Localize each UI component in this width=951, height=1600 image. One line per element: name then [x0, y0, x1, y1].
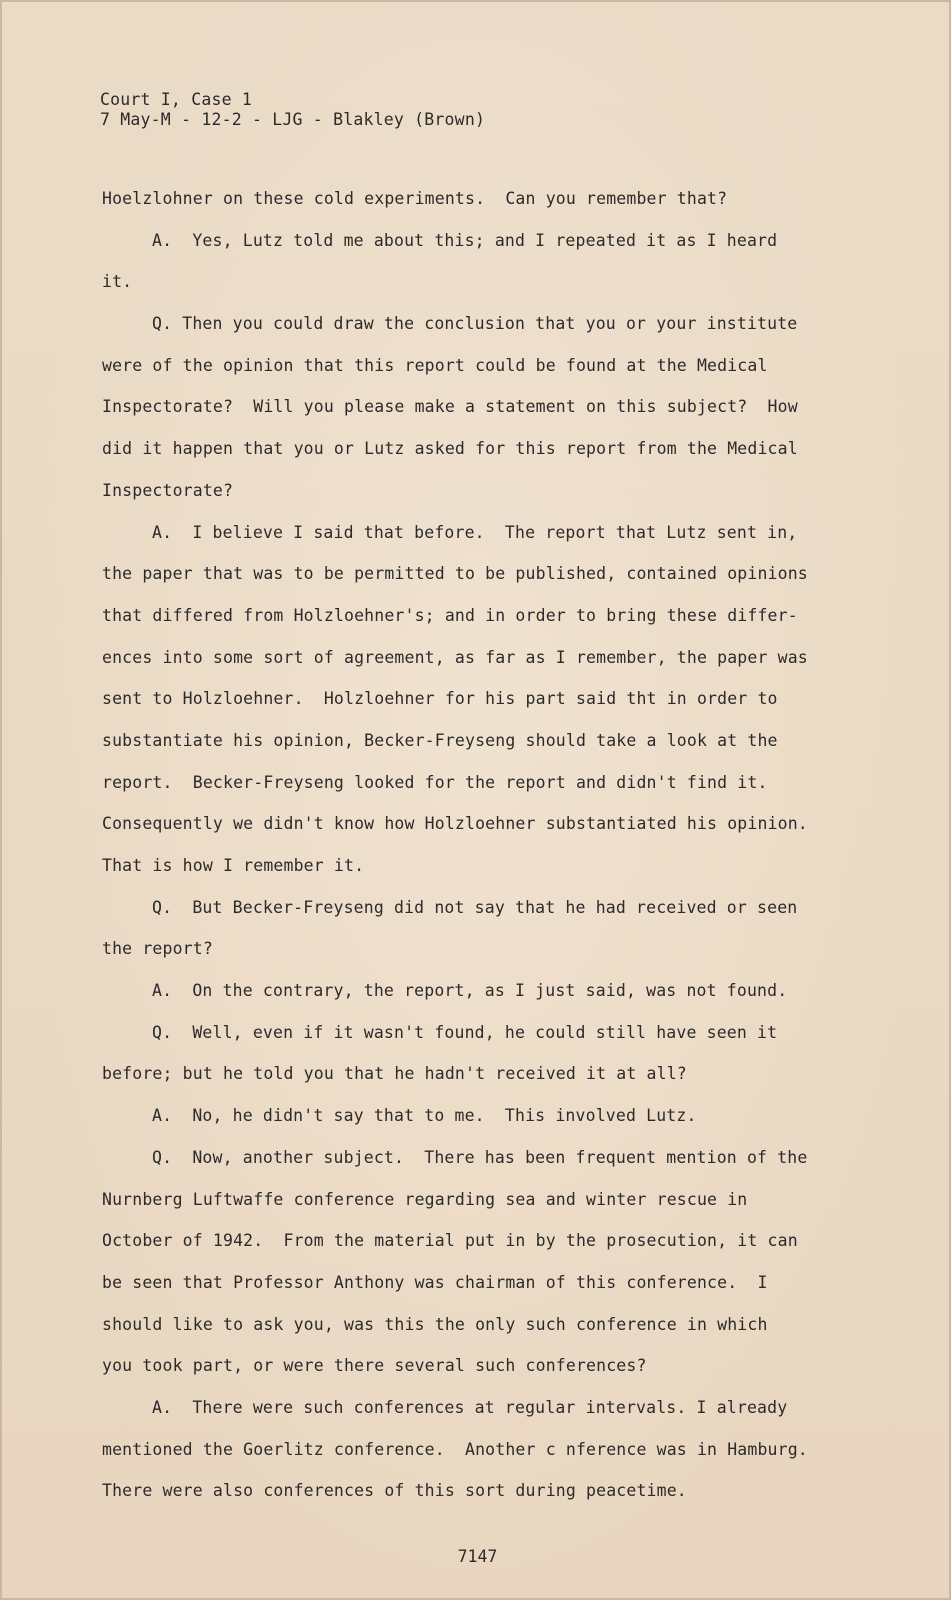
transcript-line: A. I believe I said that before. The report that Lutz sent in, — [152, 522, 798, 542]
transcript-line: That is how I remember it. — [102, 856, 365, 875]
transcript-line: ences into some sort of agreement, as far as I remember, the paper was — [102, 647, 808, 667]
transcript-line: be seen that Professor Anthony was chairman of this conference. I — [102, 1272, 768, 1292]
document-header — [100, 90, 485, 130]
transcript-line: Inspectorate? — [102, 480, 234, 500]
page-number: 7147 — [457, 1547, 498, 1566]
transcript-line: the paper that was to be permitted to be published, contained opinions — [102, 564, 808, 584]
transcript-line: A. There were such conferences at regular intervals. I already — [152, 1397, 788, 1417]
transcript-body — [102, 189, 842, 1523]
transcript-line: before; but he told you that he hadn't received it at all? — [102, 1064, 687, 1084]
session-reference-line: 7 May-M - 12-2 - LJG - Blakley (Brown) — [100, 110, 486, 129]
transcript-line: it. — [102, 272, 133, 292]
transcript-line: Inspectorate? Will you please make a statement on this subject? How — [102, 397, 798, 417]
transcript-line: sent to Holzloehner. Holzloehner for his part said tht in order to — [102, 689, 778, 709]
transcript-line: did it happen that you or Lutz asked for this report from the Medical — [102, 439, 798, 459]
transcript-line: October of 1942. From the material put in by the prosecution, it can — [102, 1231, 798, 1251]
transcript-line: A. Yes, Lutz told me about this; and I repeated it as I heard — [152, 230, 778, 250]
transcript-line: Q. But Becker-Freyseng did not say that he had received or seen — [152, 897, 798, 917]
transcript-line: you took part, or were there several such conferences? — [102, 1356, 647, 1376]
transcript-line: should like to ask you, was this the only such conference in which — [102, 1314, 768, 1334]
transcript-line: Q. Now, another subject. There has been frequent mention of the — [152, 1147, 808, 1167]
transcript-line: Q. Then you could draw the conclusion that you or your institute — [152, 314, 798, 334]
transcript-line: substantiate his opinion, Becker-Freyseng should take a look at the — [102, 730, 778, 750]
court-case-line: Court I, Case 1 — [100, 90, 253, 109]
transcript-line: Nurnberg Luftwaffe conference regarding sea and winter rescue in — [102, 1189, 748, 1209]
transcript-line: Consequently we didn't know how Holzloehner substantiated his opinion. — [102, 814, 808, 834]
transcript-line: were of the opinion that this report could be found at the Medical — [102, 355, 768, 375]
transcript-line: Q. Well, even if it wasn't found, he could still have seen it — [152, 1022, 778, 1042]
transcript-line: the report? — [102, 939, 213, 959]
transcript-line: mentioned the Goerlitz conference. Another c nference was in Hamburg. — [102, 1439, 808, 1459]
transcript-line: A. No, he didn't say that to me. This involved Lutz. — [152, 1106, 697, 1126]
transcript-line: There were also conferences of this sort during peacetime. — [102, 1481, 687, 1501]
transcript-line: Hoelzlohner on these cold experiments. Can you remember that? — [102, 189, 728, 208]
transcript-line: that differed from Holzloehner's; and in order to bring these differ- — [102, 605, 798, 625]
transcript-line: report. Becker-Freyseng looked for the report and didn't find it. — [102, 772, 768, 792]
transcript-line: A. On the contrary, the report, as I just said, was not found. — [152, 981, 788, 1001]
